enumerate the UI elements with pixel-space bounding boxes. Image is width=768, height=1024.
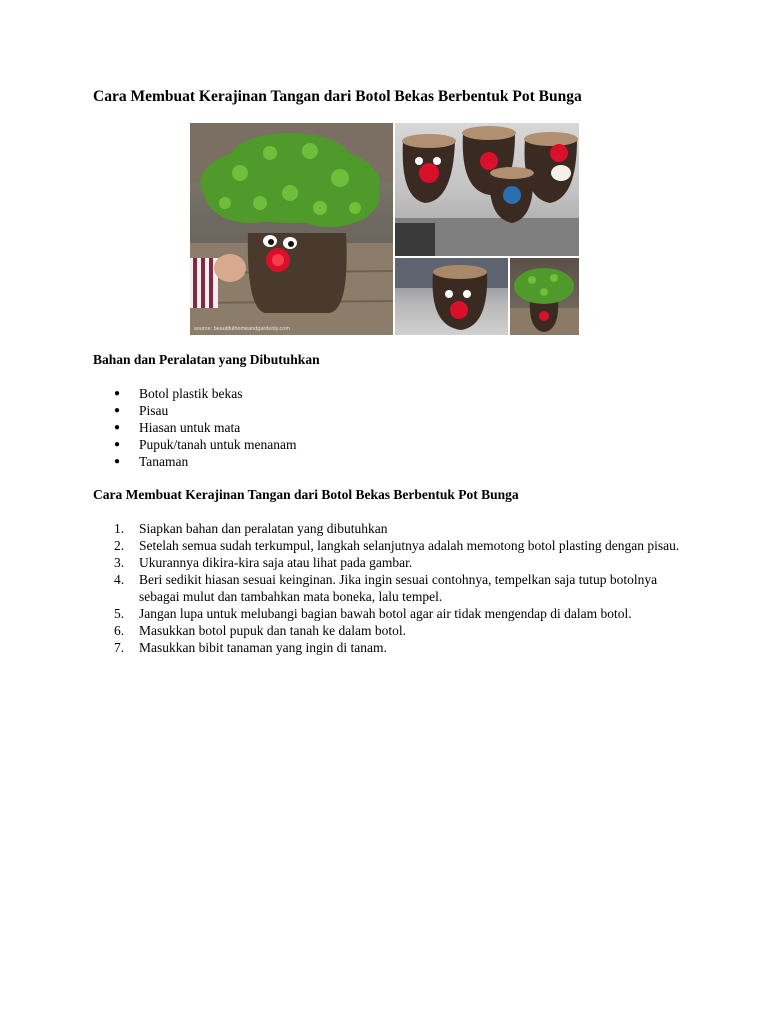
bullet-icon: ● [114,456,121,467]
steps-heading: Cara Membuat Kerajinan Tangan dari Botol Bekas Berbentuk Pot Bunga [93,487,519,502]
photo-bottle-planter-main [190,123,393,335]
steps-list [93,520,683,656]
list-item [93,622,683,639]
list-item [93,402,296,419]
step-text: Setelah semua sudah terkumpul, langkah selanjutnya adalah memotong botol plasting dengan pisau. [139,538,680,553]
photo-three-bottle-pots [395,123,579,256]
list-item [93,639,683,656]
bottle-planter-figure [190,123,579,335]
materials-heading: Bahan dan Peralatan yang Dibutuhkan [93,352,320,367]
bullet-icon: ● [114,388,121,399]
list-item [93,419,296,436]
list-item [93,520,683,537]
material-text: Botol plastik bekas [139,386,243,401]
step-number: 6. [114,623,125,638]
list-item [93,436,296,453]
material-text: Tanaman [139,454,189,469]
bullet-icon: ● [114,422,121,433]
step-number: 5. [114,606,125,621]
step-text: Beri sedikit hiasan sesuai keinginan. Jika ingin sesuai contohnya, tempelkan saja tutup botolnya sebagai mulut dan tambahkan mata boneka, lalu tempel. [139,572,658,604]
bullet-icon: ● [114,439,121,450]
material-text: Pupuk/tanah untuk menanam [139,437,297,452]
list-item [93,453,296,470]
material-text: Pisau [139,403,169,418]
photo-credit: source: beautifulhomeandgardenly.com [194,326,290,332]
step-number: 3. [114,555,125,570]
bullet-icon: ● [114,405,121,416]
step-text: Masukkan botol pupuk dan tanah ke dalam botol. [139,623,406,638]
list-item [93,537,683,554]
photo-bottle-pot-closeup [395,258,508,335]
step-text: Ukurannya dikira-kira saja atau lihat pada gambar. [139,555,413,570]
list-item [93,554,683,571]
step-number: 4. [114,572,125,587]
step-number: 2. [114,538,125,553]
step-text: Masukkan bibit tanaman yang ingin di tanam. [139,640,387,655]
step-number: 7. [114,640,125,655]
list-item [93,571,683,605]
document-title: Cara Membuat Kerajinan Tangan dari Botol Bekas Berbentuk Pot Bunga [93,88,582,105]
step-text: Siapkan bahan dan peralatan yang dibutuhkan [139,521,388,536]
step-number: 1. [114,521,125,536]
list-item [93,385,296,402]
step-text: Jangan lupa untuk melubangi bagian bawah botol agar air tidak mengendap di dalam botol. [139,606,632,621]
list-item [93,605,683,622]
photo-bottle-pot-grown [510,258,579,335]
material-text: Hiasan untuk mata [139,420,241,435]
materials-list [93,385,296,470]
